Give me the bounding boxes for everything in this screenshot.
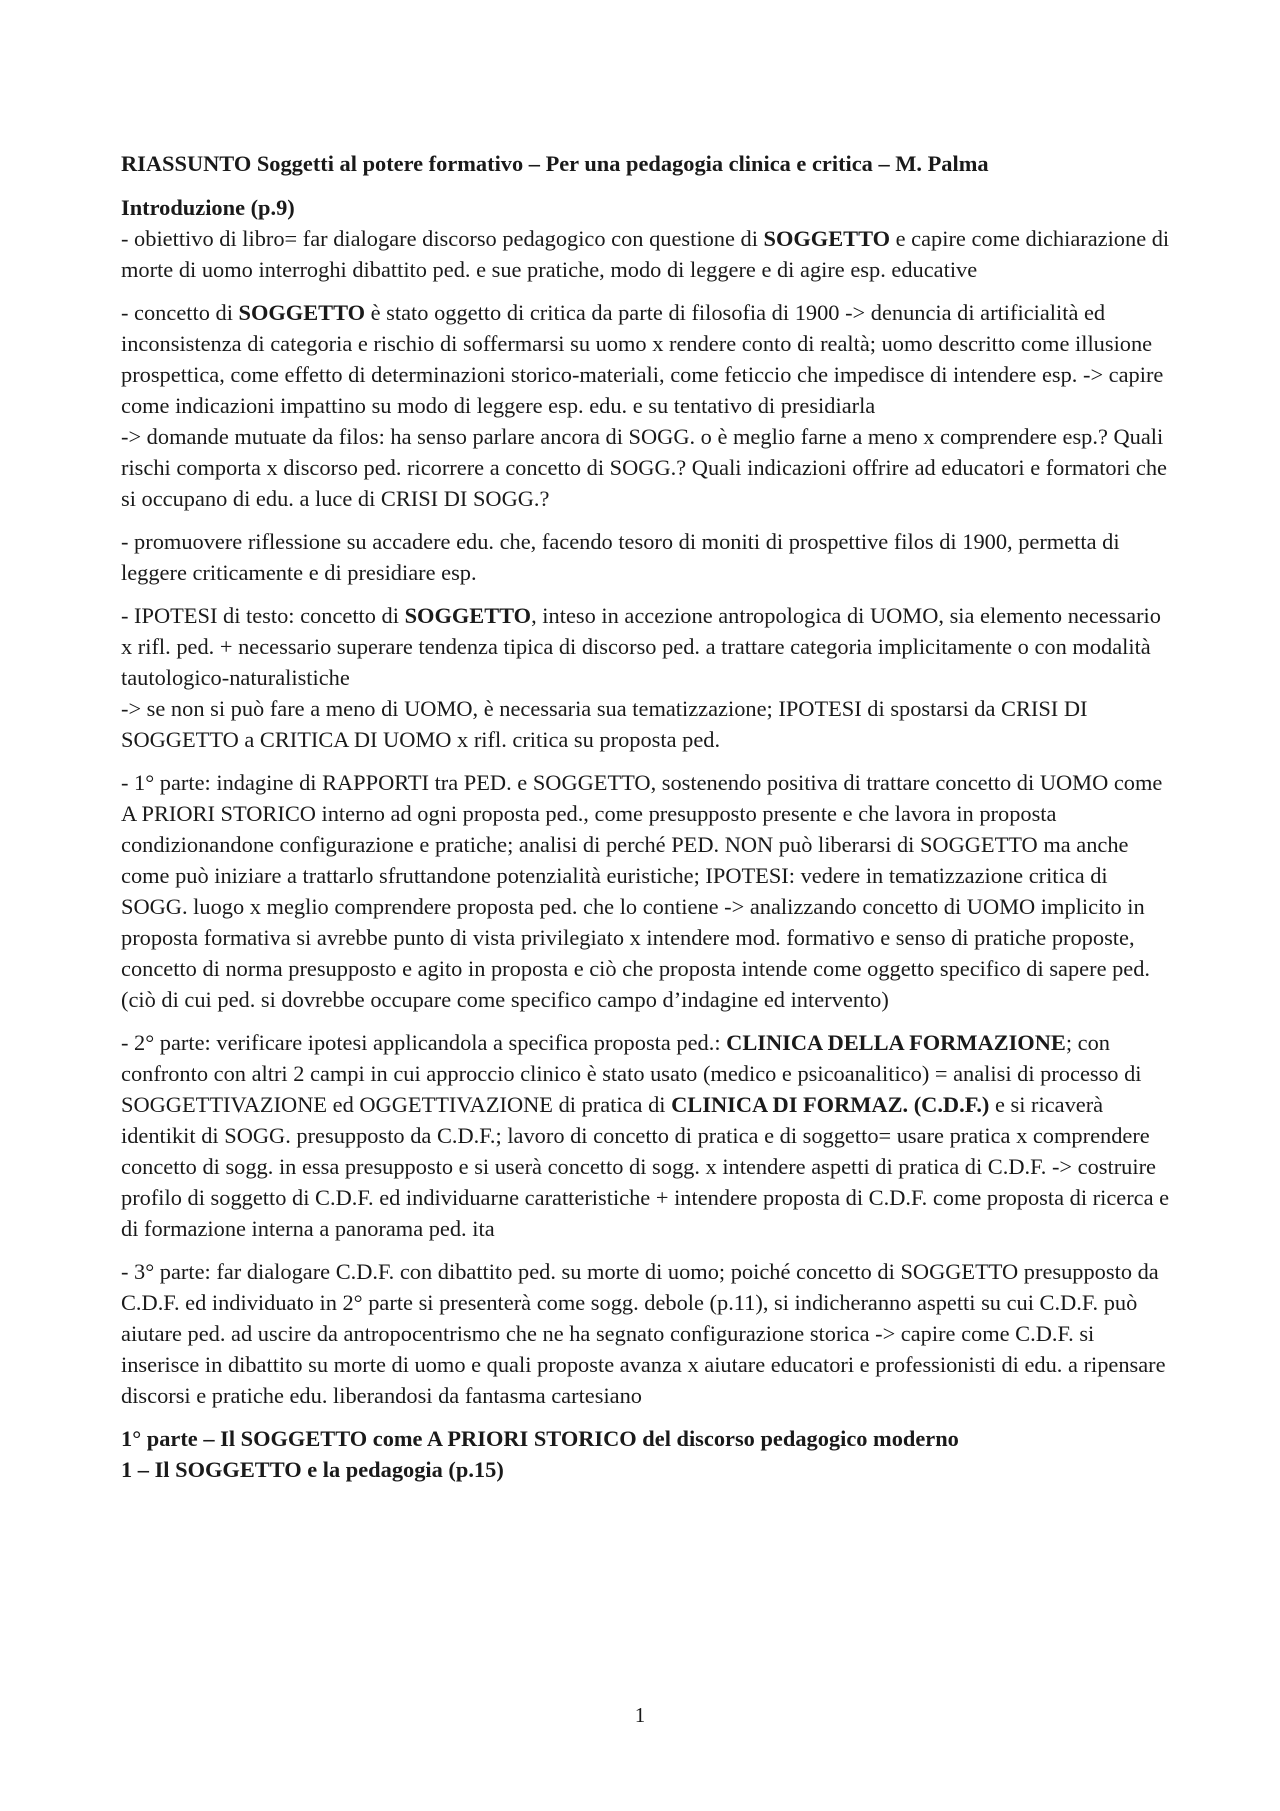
paragraph-part-two xyxy=(121,1027,1176,1244)
paragraph-concept xyxy=(121,297,1176,421)
p1-text-c: e capire come dichiarazione di morte di uomo interroghi dibattito ped. e sue pratiche, modo di leggere e di agire esp. educative xyxy=(121,226,1170,282)
intro-heading: Introduzione (p.9) xyxy=(121,195,295,220)
paragraph-hypothesis xyxy=(121,600,1176,693)
paragraph-part-three: - 3° parte: far dialogare C.D.F. con dibattito ped. su morte di uomo; poiché concetto di SOGGETTO presupposto da C.D.F. ed individuato in 2° parte si presenterà come sogg. debole (p.11), si indicheranno aspetti su cui C.D.F. può aiutare ped. ad uscire da antropocentrismo che ne ha segnato configurazione storica -> capire come C.D.F. si inserisce in dibattito su morte di uomo e quali proposte avanza x aiutare educatori e professionisti di edu. a ripensare discorsi e pratiche edu. liberandosi da fantasma cartesiano xyxy=(121,1259,1166,1408)
p1-bold-soggetto: SOGGETTO xyxy=(763,226,891,251)
chapter-one-heading: 1 – Il SOGGETTO e la pedagogia (p.15) xyxy=(121,1457,504,1482)
p2-text-a: - concetto di xyxy=(121,300,239,325)
p6-text-e: e si ricaverà identikit di SOGG. presupposto da C.D.F.; lavoro di concetto di pratica e di soggetto= usare pratica x comprendere concetto di sogg. in essa presupposto e si userà concetto di sogg. x intendere aspetti di pratica di C.D.F. -> costruire profilo di soggetto di C.D.F. ed individuarne caratteristiche + intendere proposta di C.D.F. come proposta di ricerca e di formazione interna a panorama ped. ita xyxy=(121,1092,1170,1241)
paragraph-questions: -> domande mutuate da filos: ha senso parlare ancora di SOGG. o è meglio farne a meno x comprendere esp.? Quali rischi comporta x discorso ped. ricorrere a concetto di SOGG.? Quali indicazioni offrire ad educatori e formatori che si occupano di edu. a luce di CRISI DI SOGG.? xyxy=(121,424,1167,511)
p4-text-c: , inteso in accezione antropologica di UOMO, sia elemento necessario x rifl. ped. + necessario superare tendenza tipica di discorso ped. a trattare categoria implicitamente o con modalità tautologico-naturalistiche xyxy=(121,603,1161,690)
p6-bold-cdf: CLINICA DI FORMAZ. (C.D.F.) xyxy=(671,1092,990,1117)
document-page xyxy=(121,148,1176,1485)
p6-bold-clinica-formazione: CLINICA DELLA FORMAZIONE xyxy=(726,1030,1066,1055)
p6-text-c: ; con confronto con altri 2 campi in cui approccio clinico è stato usato (medico e psicoanalitico) = analisi di processo di SOGGETTIVAZIONE ed OGGETTIVAZIONE di pratica di xyxy=(121,1030,1142,1117)
document-title: RIASSUNTO Soggetti al potere formativo – Per una pedagogia clinica e critica – M. Palma xyxy=(121,151,989,176)
paragraph-hypothesis-followup: -> se non si può fare a meno di UOMO, è necessaria sua tematizzazione; IPOTESI di spostarsi da CRISI DI SOGGETTO a CRITICA DI UOMO x rifl. critica su proposta ped. xyxy=(121,696,1088,752)
page-number: 1 xyxy=(634,1703,646,1727)
p2-bold-soggetto: SOGGETTO xyxy=(238,300,366,325)
p1-text-a: - obiettivo di libro= far dialogare discorso pedagogico con questione di xyxy=(121,226,764,251)
p6-text-a: - 2° parte: verificare ipotesi applicandola a specifica proposta ped.: xyxy=(121,1030,727,1055)
part-one-heading: 1° parte – Il SOGGETTO come A PRIORI STORICO del discorso pedagogico moderno xyxy=(121,1426,959,1451)
p4-bold-soggetto: SOGGETTO xyxy=(404,603,532,628)
p4-text-a: - IPOTESI di testo: concetto di xyxy=(121,603,405,628)
paragraph-part-one: - 1° parte: indagine di RAPPORTI tra PED. e SOGGETTO, sostenendo positiva di trattare concetto di UOMO come A PRIORI STORICO interno ad ogni proposta ped., come presupposto presente e che lavora in proposta condizionandone configurazione e pratiche; analisi di perché PED. NON può liberarsi di SOGGETTO ma anche come può iniziare a trattarlo sfruttandone potenzialità euristiche; IPOTESI: vedere in tematizzazione critica di SOGG. luogo x meglio comprendere proposta ped. che lo contiene -> analizzando concetto di UOMO implicito in proposta formativa si avrebbe punto di vista privilegiato x intendere mod. formativo e senso di pratiche proposte, concetto di norma presupposto e agito in proposta e ciò che proposta intende come oggetto specifico di sapere ped. (ciò di cui ped. si dovrebbe occupare come specifico campo d’indagine ed intervento) xyxy=(121,770,1163,1012)
p2-text-c: è stato oggetto di critica da parte di filosofia di 1900 -> denuncia di artificialità ed inconsistenza di categoria e rischio di soffermarsi su uomo x rendere conto di realtà; uomo descritto come illusione prospettica, come effetto di determinazioni storico-materiali, come feticcio che impedisce di intendere esp. -> capire come indicazioni impattino su modo di leggere esp. edu. e su tentativo di presidiarla xyxy=(121,300,1164,418)
paragraph-objective xyxy=(121,223,1176,285)
paragraph-reflection: - promuovere riflessione su accadere edu. che, facendo tesoro di moniti di prospettive filos di 1900, permetta di leggere criticamente e di presidiare esp. xyxy=(121,529,1120,585)
